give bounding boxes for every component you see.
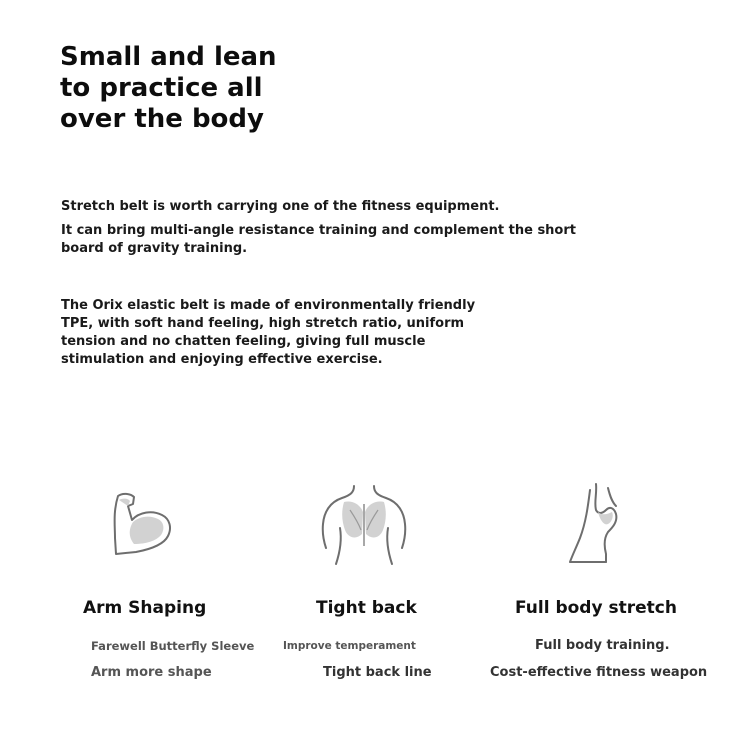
full-body-line-2: Cost-effective fitness weapon xyxy=(490,665,708,680)
headline-line-1: Small and lean xyxy=(60,42,277,72)
muscular-back-icon xyxy=(318,482,410,568)
tight-back-title: Tight back xyxy=(316,598,417,618)
arm-shaping-line-2: Arm more shape xyxy=(91,665,212,680)
intro-sentence-2: It can bring multi-angle resistance training and complement the short board of gravity training. xyxy=(61,223,576,256)
tight-back-line-1: Improve temperament xyxy=(283,640,416,652)
product-description: The Orix elastic belt is made of environmentally friendly TPE, with soft hand feeling, high stretch ratio, uniform tension and no chatten feeling, giving full muscle stimulation and enjoying effective exercise. xyxy=(61,298,476,367)
intro-sentence-1: Stretch belt is worth carrying one of the fitness equipment. xyxy=(61,199,500,214)
headline-line-3: over the body xyxy=(60,104,264,134)
tight-back-line-2: Tight back line xyxy=(323,665,432,680)
flexed-arm-icon xyxy=(106,486,178,558)
headline xyxy=(60,42,360,135)
arm-shaping-line-1: Farewell Butterfly Sleeve xyxy=(91,639,255,653)
arm-shaping-title: Arm Shaping xyxy=(83,598,207,618)
full-body-line-1: Full body training. xyxy=(535,638,670,653)
full-body-stretch-title: Full body stretch xyxy=(515,598,677,618)
female-torso-icon xyxy=(566,480,636,566)
headline-line-2: to practice all xyxy=(60,73,263,103)
